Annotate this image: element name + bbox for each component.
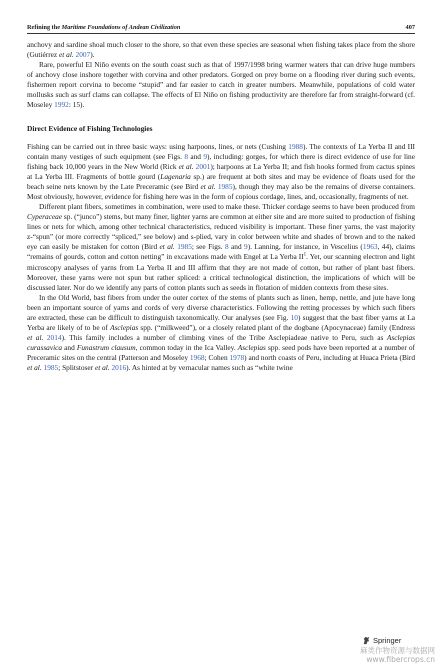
publisher-logo bbox=[362, 636, 401, 645]
figure-link[interactable]: 9 bbox=[203, 151, 207, 161]
citation-link[interactable]: 1985 bbox=[217, 181, 233, 191]
figure-link[interactable]: 10 bbox=[290, 312, 298, 322]
page-number: 407 bbox=[405, 24, 415, 31]
paragraph: anchovy and sardine shoal much closer to the shore, so that even these species are seasonal when fishing takes place from the shore (Gutiérrez et al. 2007). bbox=[27, 40, 415, 60]
paragraph: Fishing can be carried out in three basic ways: using harpoons, lines, or nets (Cushing 1988). The contexts of La Yerba II and III contain many vestiges of such equipment (see Figs. 8 and 9), including: gorges, for which there is direct evidence of use for line fishing back 10,000 years in the New World (Rick et al. 2001); harpoons at La Yerba II; and fish hooks formed from cactus spines at La Yerba III. Fragments of bottle gourd (Lagenaria sp.) are frequent at both sites and may be evidence of floats used for the beach seine nets known by the Late Preceramic (see Bird et al. 1985), though they may also be the remains of diverse containers. Most obviously, however, evidence for fishing here was in the form of copious cordage, lines, and, occasionally, fragments of net. bbox=[27, 141, 416, 202]
watermark-line: 麻类作物资源与数据网 bbox=[360, 646, 435, 655]
citation-link[interactable]: 1992 bbox=[54, 100, 69, 110]
paragraph: Different plant fibers, sometimes in combination, were used to make these. Thicker cordage seems to have been produced from Cyperaceae sp. (“junco”) stems, but many finer, lighter yarns are common at either site and are more suited to production of fishing lines or nets for which, among other technical characteristics, reduced visibility is important. These finer yarns, the vast majority z-“spun” (or more correctly “spliced,” see below) and s-plied, vary in color between white and shades of brown and to the naked eye can easily be mistaken for cotton (Bird et al. 1985; see Figs. 8 and 9). Lanning, for instance, in Vescelius (1963, 44), claims “remains of gourds, cotton and cotton netting” in excavations made with Engel at La Yerba $II^1$. Yet, our scanning electron and light microscopy analyses of yarns from La Yerba II and III affirm that they are not made of cotton, but rather of plant bast fibers. Moreover, these yarns were not spun but rather spliced: a critical technological distinction, the implications of which will be discussed later. Nor do we identify any parts of cotton plants such as seeds in flotation of midden contexts from these sites. bbox=[27, 202, 415, 292]
citation-link[interactable]: 1985 bbox=[43, 363, 59, 373]
citation-link[interactable]: 1968 bbox=[189, 353, 205, 363]
citation-link[interactable]: 1963 bbox=[362, 242, 378, 252]
citation-link[interactable]: 1988 bbox=[288, 141, 303, 151]
citation-link[interactable]: 2007 bbox=[75, 50, 91, 60]
running-title: Refining the Maritime Foundations of Andean Civilization bbox=[27, 24, 181, 31]
figure-link[interactable]: 9 bbox=[244, 242, 248, 252]
paragraph: In the Old World, bast fibers from under the outer cortex of the stems of plants such as linen, hemp, nettle, and jute have long been an important source of yarns and cords of very diverse characteristics. Following the retting processes by which such fibers are extracted, these can be difficult to distinguish taxonomically. Our analyses (see Fig. 10) suggest that the bast fiber yarns at La Yerba are likely of to be of Asclepias spp. (“milkweed”), or a closely related plant of the dogbane (Apocynaceae) family (Endress et al. 2014). This family includes a number of climbing vines of the Tribe Asclepiadeae native to Peru, such as Asclepias curassavica and Funastrum clausum, common today in the Ica Valley. Asclepias spp. seed pods have been reported at a number of Preceramic sites on the central (Patterson and Moseley 1968; Cohen 1978) and north coasts of Peru, including at Huaca Prieta (Bird et al. 1985; Splitstoser et al. 2016). As hinted at by vernacular names such as “white twine bbox=[27, 292, 416, 373]
citation-link[interactable]: 2014 bbox=[46, 333, 62, 343]
citation-link[interactable]: 2016 bbox=[111, 363, 127, 373]
paragraph: Rare, powerful El Niño events on the south coast such as that of 1997/1998 bring warmer waters that can drive huge numbers of anchovy close inshore together with corvina and other predators. Gorged on prey borne on a flooding river during such events, fishermen report corvina to become “stupid” and far easier to catch in greater numbers. Meanwhile, populations of cold water mollusks such as surf clams can collapse. The effects of El Niño on fishing productivity are therefore far from straight-forward (cf. Moseley 1992: 15). bbox=[27, 60, 415, 110]
figure-link[interactable]: 8 bbox=[224, 242, 229, 252]
figure-link[interactable]: 8 bbox=[184, 151, 188, 161]
footnote-ref[interactable]: 1 bbox=[303, 253, 307, 259]
springer-horse-icon bbox=[362, 636, 371, 645]
running-head bbox=[27, 24, 415, 34]
page bbox=[27, 24, 415, 373]
watermark bbox=[360, 646, 435, 664]
citation-link[interactable]: 1978 bbox=[229, 353, 245, 363]
publisher-name: Springer bbox=[373, 636, 402, 645]
section-heading: Direct Evidence of Fishing Technologies bbox=[27, 123, 153, 133]
body-text bbox=[27, 40, 415, 373]
citation-link[interactable]: 1985 bbox=[177, 242, 192, 252]
citation-link[interactable]: 2001 bbox=[195, 161, 211, 171]
watermark-url: www.fibercrops.cn bbox=[366, 655, 435, 664]
